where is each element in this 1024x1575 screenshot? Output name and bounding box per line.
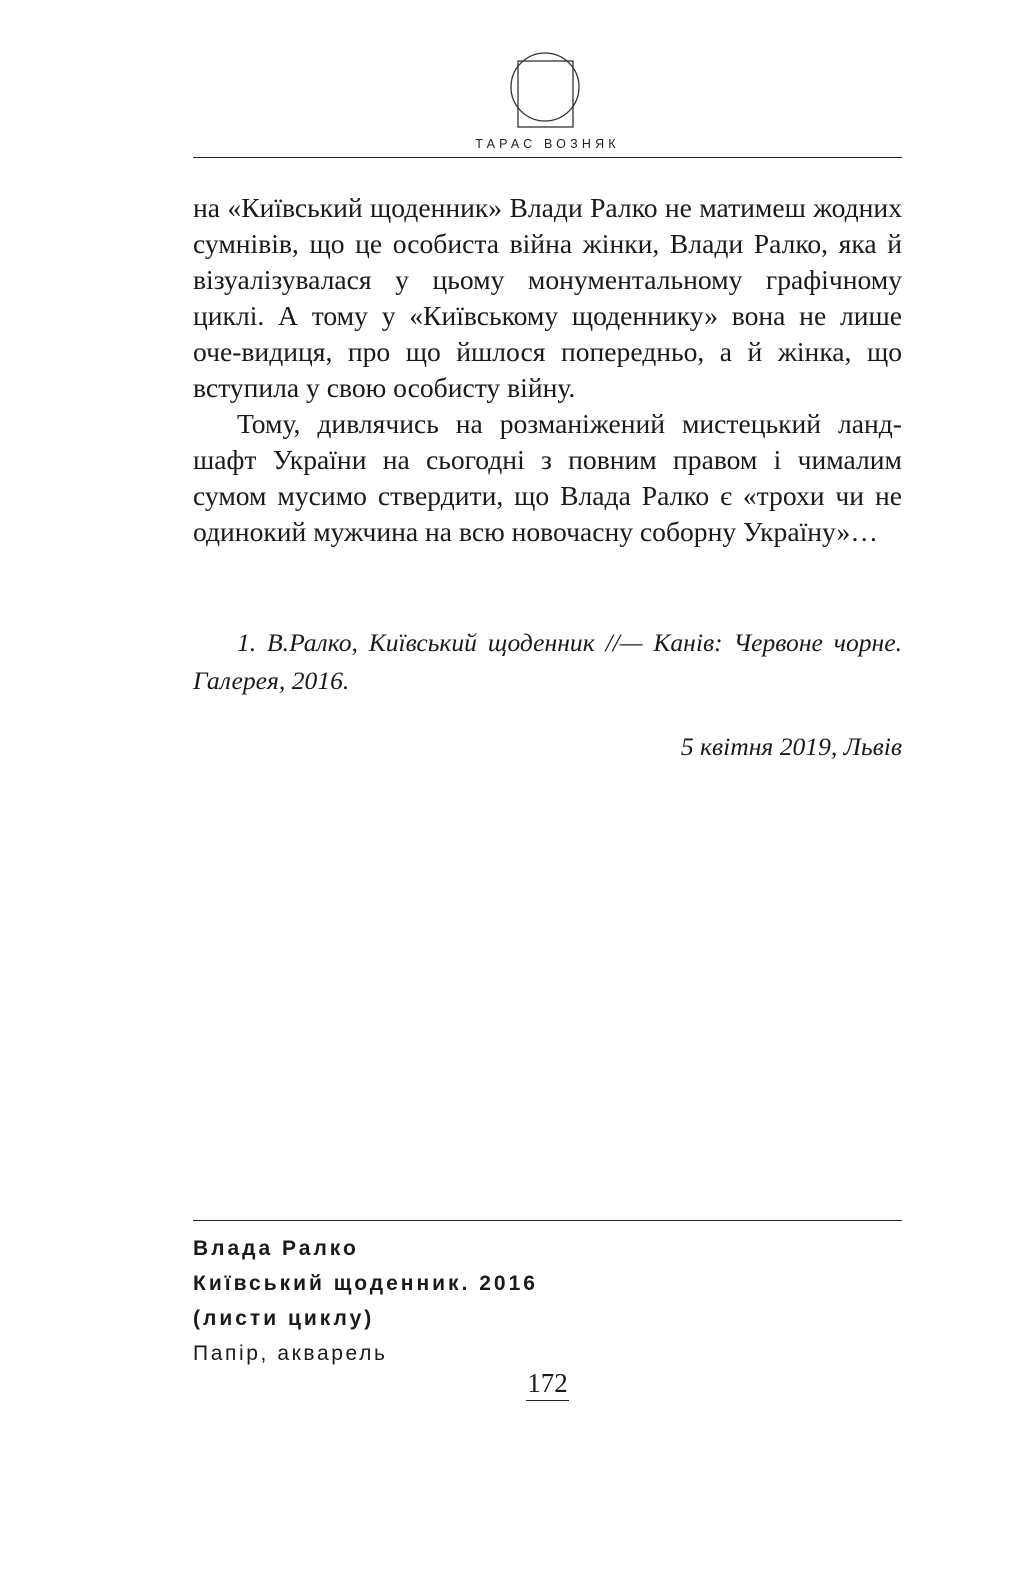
caption-medium: Папір, акварель: [193, 1342, 388, 1365]
page-number: 172: [526, 1366, 569, 1401]
caption-rule: [193, 1220, 902, 1221]
circle-square-icon: [510, 47, 580, 131]
caption-author: Влада Ралко: [193, 1237, 359, 1260]
body-text: [193, 190, 902, 550]
artwork-caption: [193, 1231, 902, 1371]
header-rule: [193, 157, 902, 158]
caption-title: Київський щоденник. 2016: [193, 1272, 538, 1295]
paragraph: на «Київський щоденник» Влади Ралко не матимеш жодних сумнівів, що це особиста війна жінки, Влади Ралко, яка й візуалізувалася у цьому монументальному графічному циклі. А тому у «Київському щоденнику» вона не лише оче-видиця, про що йшлося попередньо, а й жінка, що вступила у свою особисту війну.: [193, 192, 902, 403]
paragraph: Тому, дивлячись на розманіжений мистецький ландшафт України на сьогодні з повним правом і чималим сумом мусимо ствердити, що Влада Ралко є «трохи чи не одинокий мужчина на всю новочасну соборну Україну»…: [193, 408, 902, 547]
footnote: 1. В.Ралко, Київський щоденник //— Канів: Червоне чорне. Галерея, 2016.: [193, 628, 902, 695]
page-number-wrapper: [193, 1366, 902, 1401]
running-head: ТАРАС ВОЗНЯК: [475, 137, 620, 151]
caption-subtitle: (листи циклу): [193, 1307, 375, 1330]
dateline: 5 квітня 2019, Львів: [680, 732, 902, 761]
